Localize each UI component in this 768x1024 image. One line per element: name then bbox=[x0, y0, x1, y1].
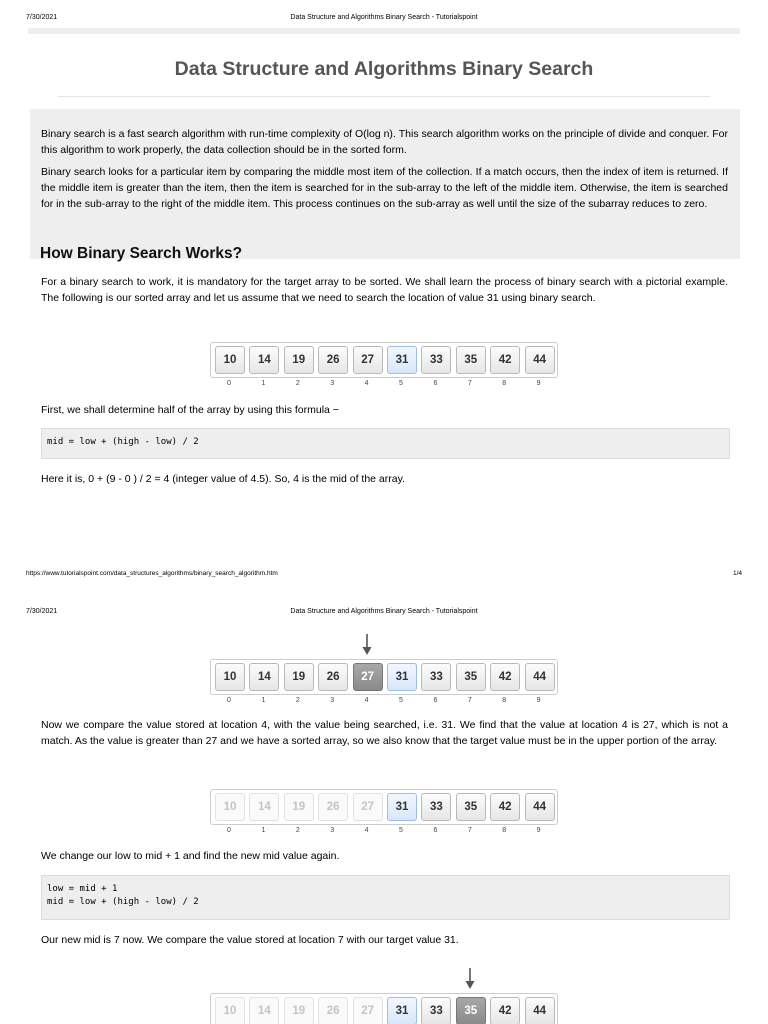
mid-pointer-arrow-icon bbox=[362, 634, 372, 656]
array-index-label: 8 bbox=[502, 827, 507, 834]
array-cell: 31 bbox=[387, 793, 417, 821]
array-cell: 14 bbox=[249, 346, 279, 374]
array-cell: 14 bbox=[249, 663, 279, 691]
paragraph-new-mid: Our new mid is 7 now. We compare the value stored at location 7 with our target value 31. bbox=[41, 934, 459, 946]
array-cell: 42 bbox=[490, 663, 520, 691]
array-cell: 44 bbox=[525, 346, 555, 374]
array-cell: 19 bbox=[284, 997, 314, 1024]
array-index-label: 4 bbox=[364, 697, 369, 704]
array-cell: 42 bbox=[490, 997, 520, 1024]
array-cell: 19 bbox=[284, 793, 314, 821]
array-cell: 33 bbox=[421, 997, 451, 1024]
array-index-label: 4 bbox=[364, 827, 369, 834]
page-number: 1/4 bbox=[732, 570, 742, 577]
array-cell: 10 bbox=[215, 997, 245, 1024]
array-container bbox=[210, 993, 558, 1024]
print-date-2: 7/30/2021 bbox=[26, 608, 58, 615]
array-cell: 35 bbox=[456, 346, 486, 374]
array-index-label: 7 bbox=[467, 697, 472, 704]
array-index-label: 5 bbox=[399, 697, 403, 704]
array-index-label: 9 bbox=[536, 380, 541, 387]
array-cell: 10 bbox=[215, 663, 245, 691]
footer-url: https://www.tutorialspoint.com/data_structures_algorithms/binary_search_algorithm.htm bbox=[26, 570, 278, 577]
array-index-label: 2 bbox=[295, 697, 300, 704]
array-cell: 31 bbox=[387, 997, 417, 1024]
array-cell: 10 bbox=[215, 346, 245, 374]
array-cell: 26 bbox=[318, 997, 348, 1024]
array-cell: 35 bbox=[456, 997, 486, 1024]
array-cell: 27 bbox=[353, 997, 383, 1024]
array-index-label: 0 bbox=[227, 827, 231, 834]
array-index-label: 1 bbox=[261, 697, 266, 704]
array-cell: 31 bbox=[387, 663, 417, 691]
array-cell: 14 bbox=[249, 997, 279, 1024]
array-index-label: 1 bbox=[261, 827, 266, 834]
array-cell: 44 bbox=[525, 663, 555, 691]
print-date: 7/30/2021 bbox=[26, 14, 58, 21]
array-index-label: 9 bbox=[536, 827, 541, 834]
array-cell: 31 bbox=[387, 346, 417, 374]
intro-paragraph-1: Binary search is a fast search algorithm with run-time complexity of Ο(log n). This search algorithm works on the principle of divide and conquer. For this algorithm to work properly, the data collection should be in the sorted form. bbox=[41, 128, 728, 156]
intro-paragraph-2: Binary search looks for a particular item by comparing the middle most item of the collection. If a match occurs, then the index of item is returned. If the middle item is greater than the item, then the item is searched for in the sub-array to the left of the middle item. Otherwise, the item is searched for in the sub-array to the right of the middle item. This process continues on the sub-array as well until the size of the subarray reduces to zero. bbox=[41, 166, 728, 210]
array-index-label: 4 bbox=[364, 380, 369, 387]
array-cell: 42 bbox=[490, 346, 520, 374]
array-index-label: 1 bbox=[261, 380, 266, 387]
paragraph-formula-intro: First, we shall determine half of the array by using this formula − bbox=[41, 404, 339, 416]
paragraph-mid-result: Here it is, 0 + (9 - 0 ) / 2 = 4 (integer value of 4.5). So, 4 is the mid of the array. bbox=[41, 473, 405, 485]
array-cell: 35 bbox=[456, 663, 486, 691]
array-index-label: 8 bbox=[502, 697, 507, 704]
array-index-label: 0 bbox=[227, 697, 231, 704]
array-index-label: 6 bbox=[433, 697, 438, 704]
array-cell: 26 bbox=[318, 346, 348, 374]
array-cell: 35 bbox=[456, 793, 486, 821]
array-index-label: 2 bbox=[295, 380, 300, 387]
array-cell: 26 bbox=[318, 663, 348, 691]
array-index-label: 5 bbox=[399, 827, 403, 834]
array-index-label: 5 bbox=[399, 380, 403, 387]
array-index-label: 9 bbox=[536, 697, 541, 704]
array-container bbox=[210, 789, 558, 825]
array-index-label: 3 bbox=[330, 827, 335, 834]
array-cell: 10 bbox=[215, 793, 245, 821]
array-index-label: 3 bbox=[330, 697, 335, 704]
print-title: Data Structure and Algorithms Binary Search - Tutorialspoint bbox=[290, 14, 478, 21]
array-index-label: 3 bbox=[330, 380, 335, 387]
array-cell: 44 bbox=[525, 793, 555, 821]
mid-pointer-arrow-icon bbox=[465, 968, 475, 990]
array-container bbox=[210, 659, 558, 695]
array-index-label: 2 bbox=[295, 827, 300, 834]
array-index-label: 6 bbox=[433, 827, 438, 834]
print-title-2: Data Structure and Algorithms Binary Search - Tutorialspoint bbox=[290, 608, 478, 615]
array-cell: 26 bbox=[318, 793, 348, 821]
array-cell: 27 bbox=[353, 793, 383, 821]
top-bar bbox=[28, 28, 740, 34]
array-index-label: 0 bbox=[227, 380, 231, 387]
paragraph-change-low: We change our low to mid + 1 and find the new mid value again. bbox=[41, 850, 340, 862]
array-cell: 33 bbox=[421, 663, 451, 691]
code-block-low-update: low = mid + 1 mid = low + (high - low) / 2 bbox=[41, 875, 730, 920]
page-title: Data Structure and Algorithms Binary Search bbox=[174, 58, 594, 80]
array-cell: 19 bbox=[284, 663, 314, 691]
array-cell: 33 bbox=[421, 793, 451, 821]
section-heading: How Binary Search Works? bbox=[40, 245, 243, 262]
array-index-label: 6 bbox=[433, 380, 438, 387]
array-index-label: 7 bbox=[467, 827, 472, 834]
array-cell: 42 bbox=[490, 793, 520, 821]
title-divider bbox=[58, 96, 710, 97]
paragraph-sorted-array: For a binary search to work, it is mandatory for the target array to be sorted. We shall learn the process of binary search with a pictorial example. The following is our sorted array and let us assume that we need to search the location of value 31 using binary search. bbox=[41, 276, 728, 304]
array-cell: 27 bbox=[353, 346, 383, 374]
array-index-label: 7 bbox=[467, 380, 472, 387]
array-cell: 14 bbox=[249, 793, 279, 821]
array-cell: 33 bbox=[421, 346, 451, 374]
array-container bbox=[210, 342, 558, 378]
paragraph-compare-location-4: Now we compare the value stored at location 4, with the value being searched, i.e. 31. We find that the value at location 4 is 27, which is not a match. As the value is greater than 27 and we have a sorted array, so we also know that the target value must be in the upper portion of the array. bbox=[41, 719, 728, 747]
array-cell: 44 bbox=[525, 997, 555, 1024]
array-index-label: 8 bbox=[502, 380, 507, 387]
code-block-mid-formula: mid = low + (high - low) / 2 bbox=[41, 428, 730, 459]
array-cell: 27 bbox=[353, 663, 383, 691]
array-cell: 19 bbox=[284, 346, 314, 374]
